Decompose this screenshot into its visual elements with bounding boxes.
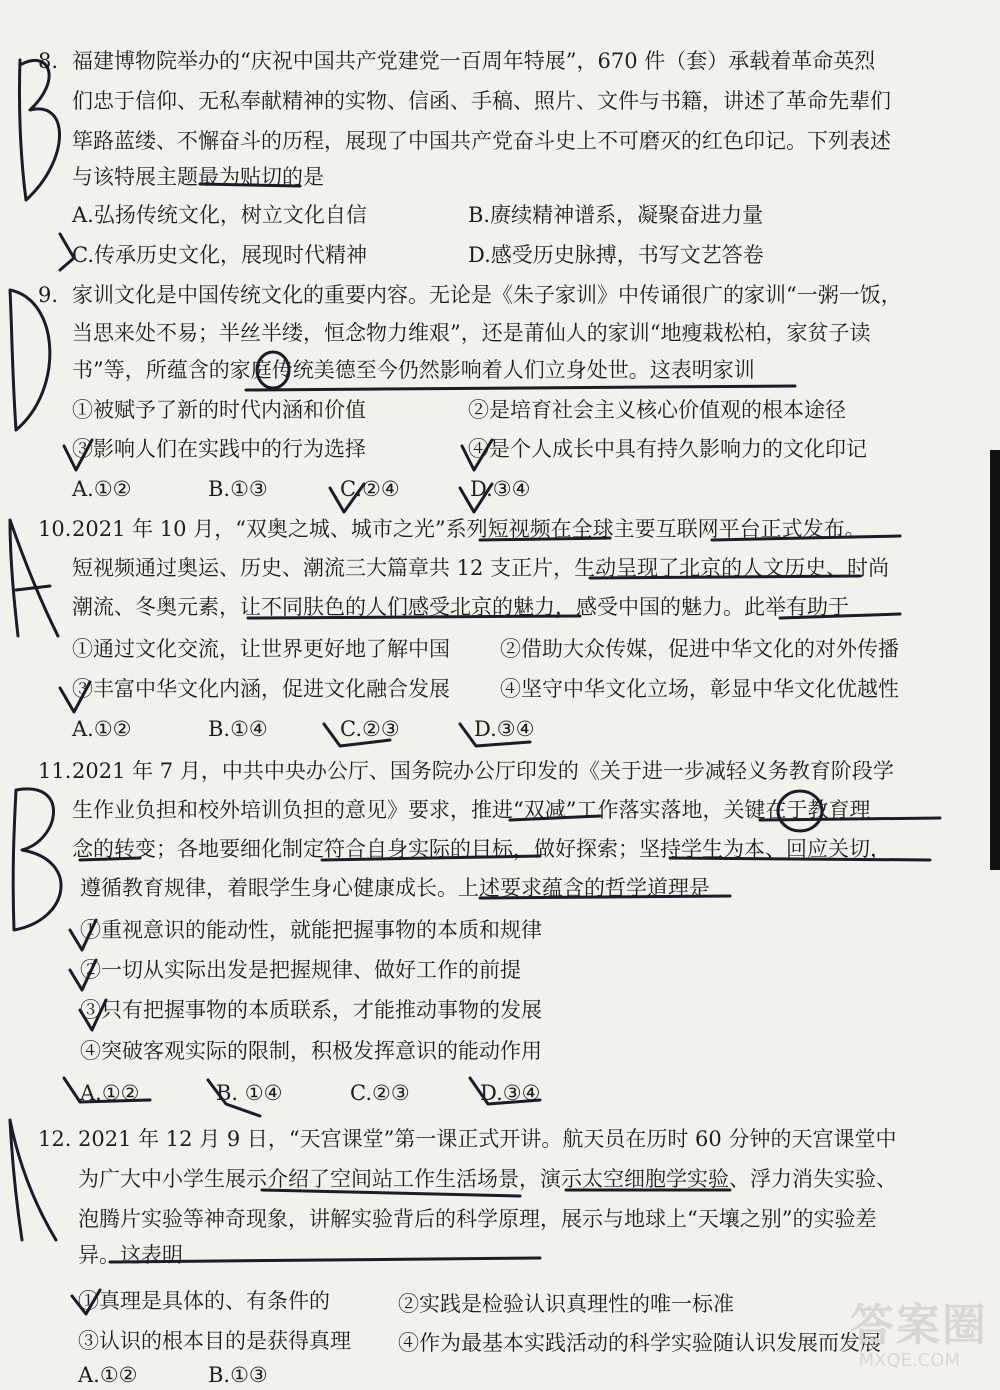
q10-statement-1: ①通过文化交流，让世界更好地了解中国 [72, 637, 450, 661]
q11-choice-a: A.①② [80, 1081, 140, 1105]
q9-statement-3: ③影响人们在实践中的行为选择 [72, 437, 366, 461]
q11-statement-4: ④突破客观实际的限制，积极发挥意识的能动作用 [80, 1039, 542, 1063]
q9-stem-line-3: 书”等，所蕴含的家庭传统美德至今仍然影响着人们立身处世。这表明家训 [72, 358, 755, 382]
q12-stem-line-3: 泡腾片实验等神奇现象，讲解实验背后的科学原理，展示与地球上“天壤之别”的实验差 [78, 1207, 877, 1231]
q12-statement-3: ③认识的根本目的是获得真理 [78, 1329, 351, 1353]
q10-choice-c: C.②③ [340, 717, 400, 741]
q9-choice-a: A.①② [72, 477, 132, 501]
q8-stem-line-4: 与该特展主题最为贴切的是 [72, 165, 324, 189]
q10-choice-b: B.①④ [208, 717, 268, 741]
q10-statement-3: ③丰富中华文化内涵，促进文化融合发展 [72, 677, 450, 701]
question-number-8: 8. [38, 49, 59, 73]
q12-stem-line-1: 2021 年 12 月 9 日，“天宫课堂”第一课正式开讲。航天员在历时 60 分钟的天宫课堂中 [78, 1127, 897, 1151]
q11-statement-1: ①重视意识的能动性，就能把握事物的本质和规律 [80, 918, 542, 942]
q12-statement-1: ①真理是具体的、有条件的 [78, 1289, 330, 1313]
q12-choice-b: B.①③ [208, 1363, 268, 1387]
q12-stem-line-4: 异。这表明 [78, 1243, 183, 1267]
q10-statement-2: ②借助大众传媒，促进中华文化的对外传播 [500, 637, 899, 661]
question-number-11: 11. [38, 759, 72, 783]
q11-statement-2: ②一切从实际出发是把握规律、做好工作的前提 [80, 958, 521, 982]
handwritten-answer-q8 [19, 60, 59, 200]
watermark-logo: 答案圈 [850, 1300, 988, 1351]
q8-stem-line-3: 筚路蓝缕、不懈奋斗的历程，展现了中国共产党奋斗史上不可磨灭的红色印记。下列表述 [72, 129, 891, 153]
q11-stem-line-4: 遵循教育规律，着眼学生身心健康成长。上述要求蕴含的哲学道理是 [80, 876, 710, 900]
watermark-domain: MXQE.COM [858, 1350, 960, 1371]
q10-stem-line-3: 潮流、冬奥元素，让不同肤色的人们感受北京的魅力，感受中国的魅力。此举有助于 [72, 595, 849, 619]
handwritten-answer-q9 [10, 290, 50, 430]
q8-stem-line-1: 福建博物院举办的“庆祝中国共产党建党一百周年特展”，670 件（套）承载着革命英烈 [72, 49, 876, 73]
q8-option-d: D.感受历史脉搏，书写文艺答卷 [468, 243, 764, 267]
q12-choice-a: A.①② [78, 1363, 138, 1387]
q11-stem-line-2: 生作业负担和校外培训负担的意见》要求，推进“双减”工作落实落地，关键在于教育理 [72, 798, 871, 822]
q10-choice-a: A.①② [72, 717, 132, 741]
q11-stem-line-1: 2021 年 7 月，中共中央办公厅、国务院办公厅印发的《关于进一步减轻义务教育阶段学 [72, 759, 894, 783]
q8-stem-line-2: 们忠于信仰、无私奉献精神的实物、信函、手稿、照片、文件与书籍，讲述了革命先辈们 [72, 89, 891, 113]
q9-stem-line-1: 家训文化是中国传统文化的重要内容。无论是《朱子家训》中传诵很广的家训“一粥一饭， [72, 283, 902, 307]
q11-choice-c: C.②③ [350, 1081, 410, 1105]
q11-choice-b: B. ①④ [216, 1081, 283, 1105]
q9-statement-2: ②是培育社会主义核心价值观的根本途径 [468, 398, 846, 422]
q12-statement-2: ②实践是检验认识真理性的唯一标准 [398, 1292, 734, 1316]
q12-statement-4: ④作为最基本实践活动的科学实验随认识发展而发展 [398, 1331, 881, 1355]
q9-statement-4: ④是个人成长中具有持久影响力的文化印记 [468, 437, 867, 461]
question-number-9: 9. [38, 283, 59, 307]
q10-choice-d: D.③④ [474, 717, 535, 741]
scan-edge-shadow [990, 450, 1000, 870]
q9-stem-line-2: 当思来处不易；半丝半缕，恒念物力维艰”，还是莆仙人的家训“地瘦栽松柏，家贫子读 [72, 321, 871, 345]
q9-statement-1: ①被赋予了新的时代内涵和价值 [72, 398, 366, 422]
question-number-10: 10. [38, 517, 72, 541]
q11-statement-3: ③只有把握事物的本质联系，才能推动事物的发展 [80, 998, 542, 1022]
q9-choice-d: D.③④ [470, 477, 531, 501]
q10-stem-line-2: 短视频通过奥运、历史、潮流三大篇章共 12 支正片，生动呈现了北京的人文历史、时尚 [72, 556, 890, 580]
handwritten-answer-q11 [13, 789, 61, 930]
q8-option-b: B.赓续精神谱系，凝聚奋进力量 [468, 203, 764, 227]
q9-choice-c: C.②④ [340, 477, 400, 501]
q12-stem-line-2: 为广大中小学生展示介绍了空间站工作生活场景，演示太空细胞学实验、浮力消失实验、 [78, 1167, 897, 1191]
q8-option-a: A.弘扬传统文化，树立文化自信 [72, 203, 367, 227]
question-number-12: 12. [38, 1127, 72, 1151]
q8-option-c: C.传承历史文化，展现时代精神 [72, 243, 367, 267]
q11-choice-d: D.③④ [480, 1081, 541, 1105]
q11-stem-line-3: 念的转变；各地要细化制定符合自身实际的目标，做好探索；坚持学生为本、回应关切， [72, 837, 891, 861]
q10-stem-line-1: 2021 年 10 月，“双奥之城、城市之光”系列短视频在全球主要互联网平台正式发布。 [72, 517, 866, 541]
q9-choice-b: B.①③ [208, 477, 268, 501]
q10-statement-4: ④坚守中华文化立场，彰显中华文化优越性 [500, 677, 899, 701]
